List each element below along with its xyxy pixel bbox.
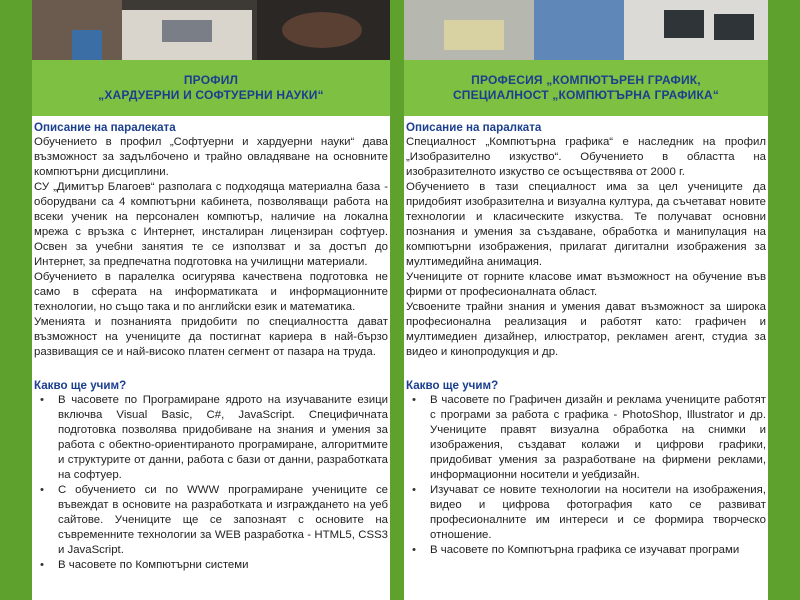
- left-text-column: [32, 116, 390, 600]
- left-learn-list: [34, 393, 388, 573]
- right-desc-paragraph: Учениците от горните класове имат възможност на обучение във фирми от професионалната област.: [406, 271, 766, 298]
- right-text-column: [404, 116, 768, 600]
- center-green-band: [390, 0, 404, 600]
- right-learn-item: • Изучават се новите технологии на носители на изображения, видео и цифрова фотография като се развиват професионалните им интереси и се формира творческо отношение.: [430, 483, 766, 543]
- right-learn-heading: Какво ще учим?: [406, 379, 499, 392]
- left-title-line1: ПРОФИЛ: [183, 73, 239, 87]
- left-learn-heading: Какво ще учим?: [34, 379, 127, 392]
- right-learn-item: • В часовете по Графичен дизайн и реклама учениците работят с програми за работа с графика - PhotoShop, Illustrator и др. Учениците правят визуална обработка на снимки и изображения, създават колажи и цифрови графики, придобиват умения за разработване на фирмени реклами, информационни носители и уебдизайн.: [430, 393, 766, 483]
- right-photo-graphics: [404, 0, 768, 60]
- left-learn-item: • В часовете по Компютърни системи: [58, 558, 388, 573]
- right-desc-paragraph: Усвоените трайни знания и умения дават възможност за широка професионална реализация и работят като: графичен и мултимедиен дизайнер, илюстратор, рекламен агент, студиа за видео и кинопродукция и др.: [406, 301, 766, 358]
- right-title-bar: [404, 60, 768, 116]
- left-desc-paragraph: СУ „Димитър Благоев“ разполага с подходяща материална база - оборудвани са 4 компютърни кабинета, позволяващи работа на всеки ученик на персонален компютър, наличие на локална мрежа с връзка с Интернет, инсталиран лицензиран софтуер. Освен за учебни занятия те се използват и за достъп до Интернет, за предпечатна подготовка на училищни материали.: [34, 181, 388, 268]
- left-photo-robotics: [32, 0, 390, 60]
- right-green-band: [768, 0, 800, 600]
- left-green-band: [0, 0, 32, 600]
- left-desc-heading: Описание на паралеката: [34, 121, 176, 134]
- right-learn-item: • В часовете по Компютърна графика се изучават програми: [430, 543, 766, 558]
- left-desc-paragraph: Обучението в профил „Софтуерни и хардуерни науки“ дава възможност за задълбочено и трайно овладяване на основните компютърни дисциплини.: [34, 136, 388, 178]
- right-title-line1: ПРОФЕСИЯ „КОМПЮТЪРЕН ГРАФИК,: [471, 73, 701, 87]
- right-desc-paragraph: Обучението в тази специалност има за цел учениците да придобият изобразителна и визуална култура, да съчетават новите технологии и класическите изкуства. Те получават основни познания и умения за създаване, обработка и манипулация на компютърни изображения, прилагат дигитални изображения за мултимедийна анимация.: [406, 181, 766, 268]
- left-desc-paragraph: Уменията и познанията придобити по специалността дават възможност на учениците да постигнат кариера в най-бързо развиващия се и най-високо платен сегмент от пазара на труда.: [34, 316, 388, 358]
- right-learn-list: [406, 393, 766, 558]
- left-title-line2: „ХАРДУЕРНИ И СОФТУЕРНИ НАУКИ“: [98, 88, 324, 102]
- left-title-bar: [32, 60, 390, 116]
- left-learn-item: • С обучението си по WWW програмиране учениците се въвеждат в основите на разработката и изграждането на уеб сайтове. Учениците ще се запознаят с основите на съвременните технологии за WEB разработка - HTML5, CSS3 и JavaScript.: [58, 483, 388, 558]
- right-desc-paragraph: Специалност „Компютърна графика“ е наследник на профил „Изобразително изкуство“. Обучението в областта на изобразителното изкуство се осъществява от 2000 г.: [406, 136, 766, 178]
- left-learn-item: • В часовете по Програмиране ядрото на изучаваните езици включва Visual Basic, C#, JavaScript. Специфичната подготовка позволява придобиване на знания и умения за работа с обектно-ориентираното програмиране, алгоритмите и структурите от данни, работа с бази от данни, разработката на софтуер.: [58, 393, 388, 483]
- left-desc-paragraph: Обучението в паралелка осигурява качествена подготовка не само в сферата на информатиката и информационните технологии, но също така и по английски език и математика.: [34, 271, 388, 313]
- right-title-line2: СПЕЦИАЛНОСТ „КОМПЮТЪРНА ГРАФИКА“: [452, 88, 720, 102]
- right-desc-heading: Описание на паралката: [406, 121, 542, 134]
